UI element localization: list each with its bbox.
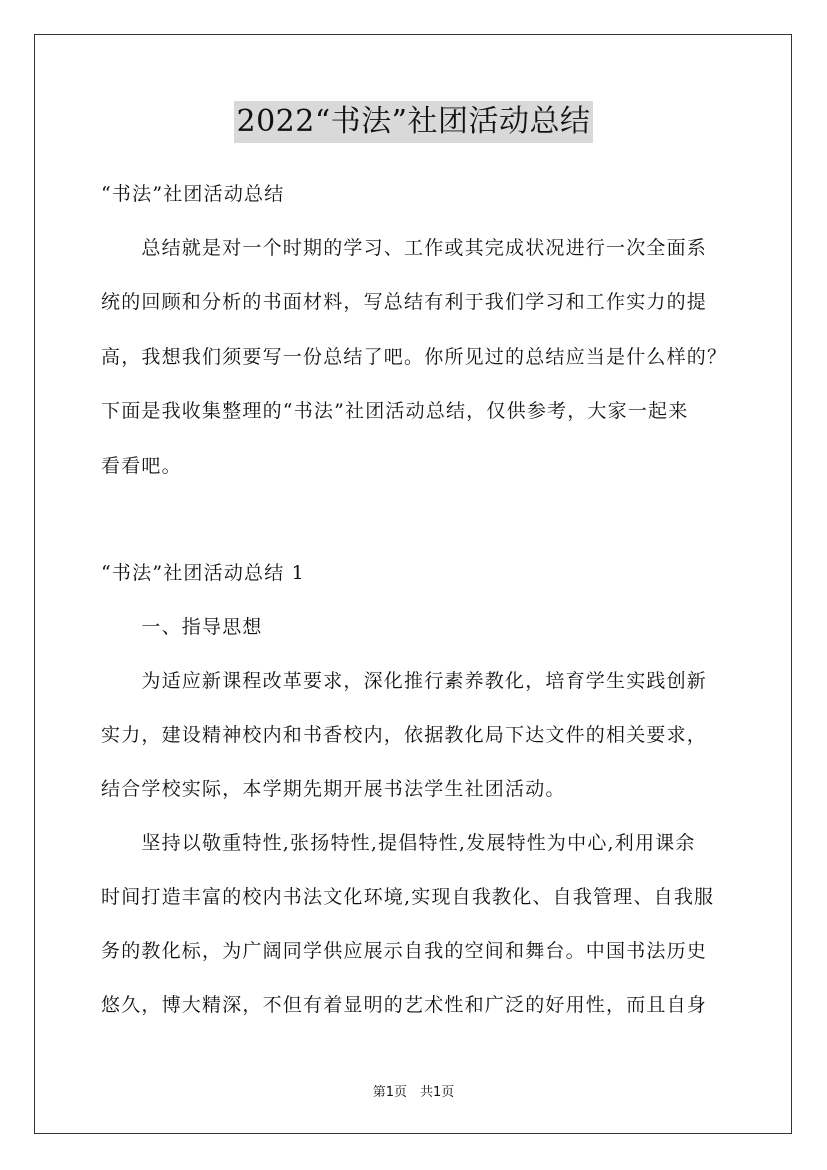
text-line-2: 总结就是对一个时期的学习、工作或其完成状况进行一次全面系	[101, 237, 708, 259]
text-line-1: “书法”社团活动总结	[101, 183, 285, 205]
text-line-6: 看看吧。	[101, 455, 182, 477]
text-line-8: 一、指导思想	[101, 616, 263, 638]
text-line-5: 下面是我收集整理的“书法”社团活动总结，仅供参考，大家一起来	[101, 400, 689, 422]
page-number: 第1页 共1页	[372, 1085, 455, 1100]
text-line-10: 实力，建设精神校内和书香校内，依据教化局下达文件的相关要求，	[101, 724, 708, 746]
text-line-4: 高，我想我们须要写一份总结了吧。你所见过的总结应当是什么样的？	[101, 346, 728, 368]
text-line-3: 统的回顾和分析的书面材料，写总结有利于我们学习和工作实力的提	[101, 291, 708, 313]
text-line-15: 悠久，博大精深，不但有着显明的艺术性和广泛的好用性，而且自身	[101, 994, 708, 1016]
text-line-7: “书法”社团活动总结 1	[101, 562, 305, 584]
text-line-12: 坚持以敬重特性,张扬特性,提倡特性,发展特性为中心,利用课余	[101, 832, 696, 854]
document-title: 2022“书法”社团活动总结	[234, 101, 592, 143]
text-line-13: 时间打造丰富的校内书法文化环境,实现自我教化、自我管理、自我服	[101, 886, 715, 908]
text-line-14: 务的教化标，为广阔同学供应展示自我的空间和舞台。中国书法历史	[101, 940, 708, 962]
text-line-9: 为适应新课程改革要求，深化推行素养教化，培育学生实践创新	[101, 670, 708, 692]
title-container	[0, 101, 827, 143]
text-line-11: 结合学校实际，本学期先期开展书法学生社团活动。	[101, 778, 566, 800]
